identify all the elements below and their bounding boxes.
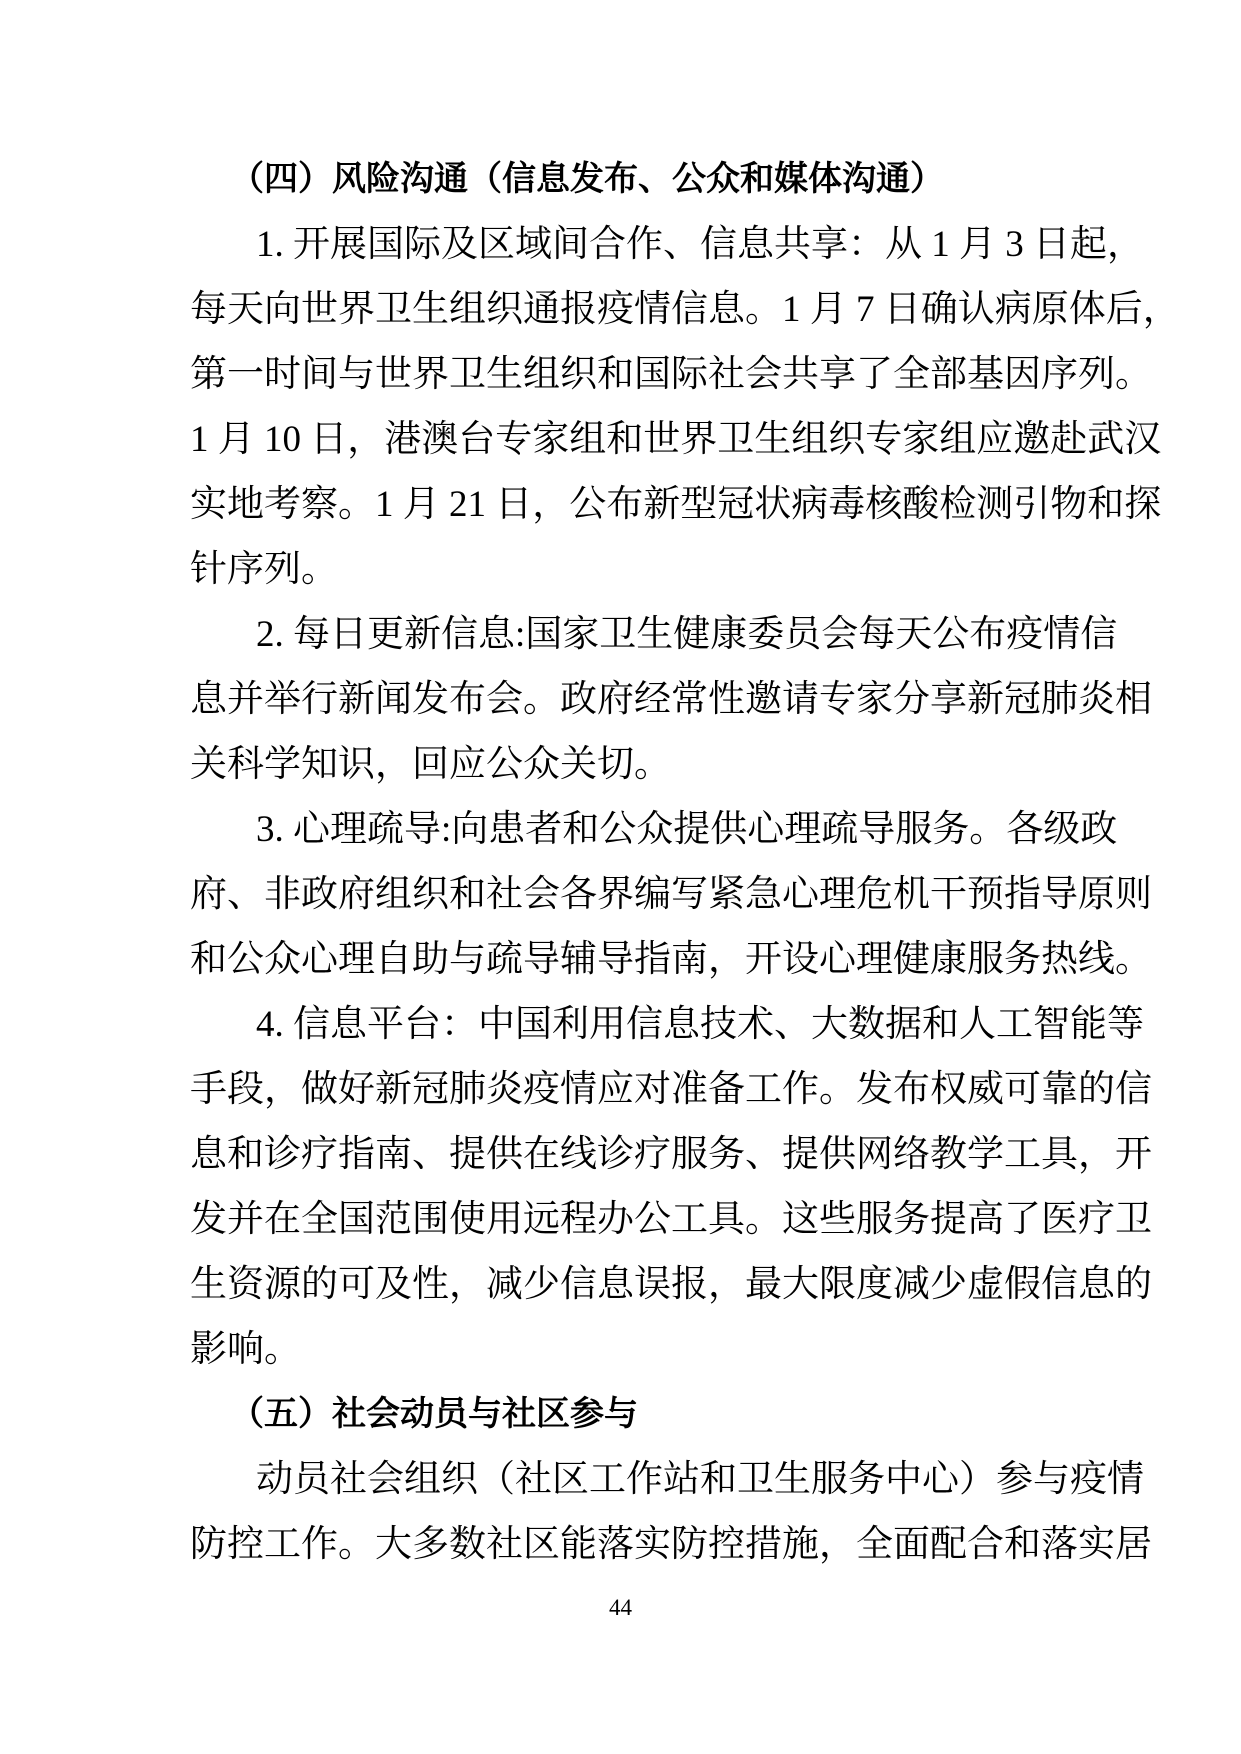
body-line: 生资源的可及性，减少信息误报，最大限度减少虚假信息的 [190,1264,1152,1305]
body-line: 防控工作。大多数社区能落实防控措施，全面配合和落实居 [190,1524,1152,1565]
body-line: 影响。 [190,1329,301,1370]
page-number: 44 [609,1595,632,1620]
document-body [190,147,1180,1577]
body-line: 手段，做好新冠肺炎疫情应对准备工作。发布权威可靠的信 [190,1069,1152,1110]
body-line: 针序列。 [190,549,338,590]
body-line: 息并举行新闻发布会。政府经常性邀请专家分享新冠肺炎相 [190,679,1152,720]
body-line: 2. 每日更新信息:国家卫生健康委员会每天公布疫情信 [256,614,1118,655]
body-line: 3. 心理疏导:向患者和公众提供心理疏导服务。各级政 [256,809,1118,850]
body-line: 1. 开展国际及区域间合作、信息共享：从 1 月 3 日起， [256,224,1144,265]
section-heading: （四）风险沟通（信息发布、公众和媒体沟通） [230,161,944,198]
body-line: 关科学知识，回应公众关切。 [190,744,671,785]
body-line: 1 月 10 日，港澳台专家组和世界卫生组织专家组应邀赴武汉 [190,419,1162,460]
body-line: 每天向世界卫生组织通报疫情信息。1 月 7 日确认病原体后， [190,289,1180,330]
body-line: 府、非政府组织和社会各界编写紧急心理危机干预指导原则 [190,874,1152,915]
section-heading: （五）社会动员与社区参与 [230,1396,638,1433]
body-line: 实地考察。1 月 21 日，公布新型冠状病毒核酸检测引物和探 [190,484,1162,525]
body-line: 第一时间与世界卫生组织和国际社会共享了全部基因序列。 [190,354,1152,395]
body-line: 和公众心理自助与疏导辅导指南，开设心理健康服务热线。 [190,939,1152,980]
body-line: 动员社会组织（社区工作站和卫生服务中心）参与疫情 [256,1459,1144,1500]
body-line: 4. 信息平台：中国利用信息技术、大数据和人工智能等 [256,1004,1144,1045]
body-line: 发并在全国范围使用远程办公工具。这些服务提高了医疗卫 [190,1199,1152,1240]
body-line: 息和诊疗指南、提供在线诊疗服务、提供网络教学工具，开 [190,1134,1152,1175]
